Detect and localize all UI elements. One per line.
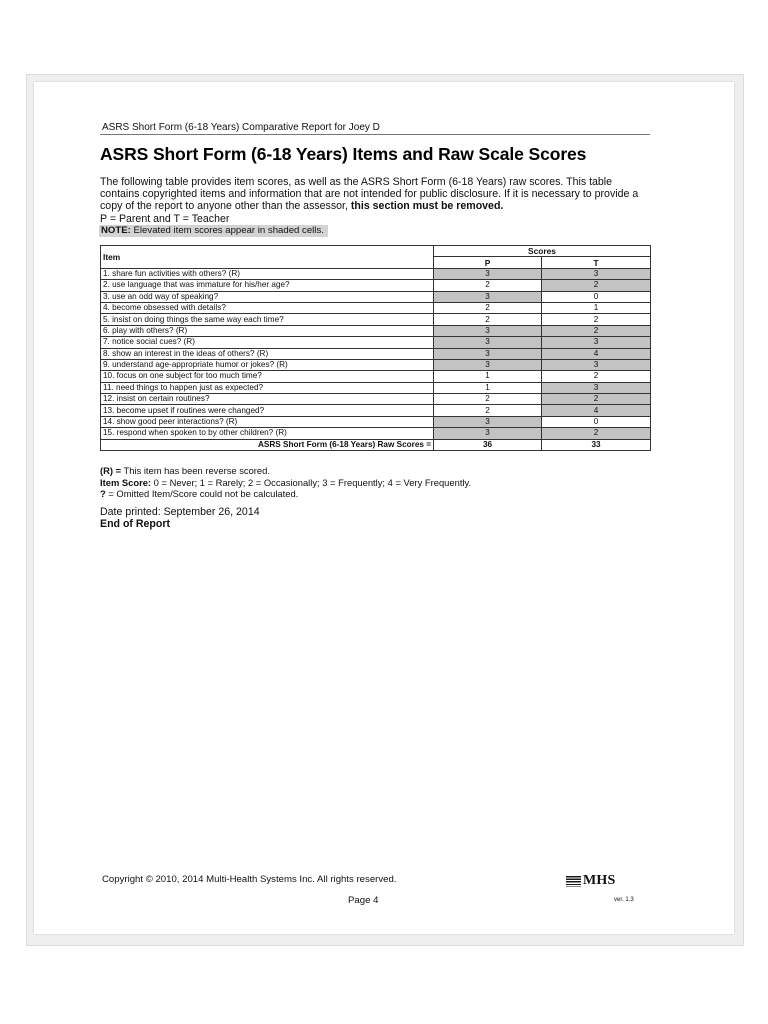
report-page [34,82,734,934]
running-header: ASRS Short Form (6-18 Years) Comparative Report for Joey D [102,122,380,133]
teacher-score: 1 [542,302,651,313]
header-rule [100,134,650,135]
parent-score: 2 [434,314,542,325]
table-row [101,371,651,382]
parent-score: 1 [434,371,542,382]
parent-score: 3 [434,348,542,359]
legend-reverse-scored [100,465,471,477]
mhs-logo [566,873,616,889]
item-label: 7. notice social cues? (R) [101,337,434,348]
legend-omit-text: = Omitted Item/Score could not be calculated. [105,488,299,500]
item-label: 5. insist on doing things the same way each time? [101,314,434,325]
item-label: 6. play with others? (R) [101,325,434,336]
item-label: 9. understand age-appropriate humor or jokes? (R) [101,359,434,370]
total-label: ASRS Short Form (6-18 Years) Raw Scores = [101,439,434,450]
teacher-score: 4 [542,405,651,416]
item-label: 8. show an interest in the ideas of others? (R) [101,348,434,359]
table-row [101,325,651,336]
legend-omit-label: ? [100,488,106,500]
parent-score: 3 [434,325,542,336]
page-title: ASRS Short Form (6-18 Years) Items and Raw Scale Scores [100,144,587,164]
rater-key: P = Parent and T = Teacher [100,213,230,225]
note-label: NOTE: [101,225,131,236]
copyright-notice: Copyright © 2010, 2014 Multi-Health Systems Inc. All rights reserved. [102,874,397,885]
teacher-score: 3 [542,268,651,279]
column-header-teacher: T [542,257,651,268]
item-label: 1. share fun activities with others? (R) [101,268,434,279]
legend-score-text: 0 = Never; 1 = Rarely; 2 = Occasionally; 3 = Frequently; 4 = Very Frequently. [151,476,472,488]
item-label: 10. focus on one subject for too much time? [101,371,434,382]
parent-score: 2 [434,394,542,405]
teacher-score: 2 [542,314,651,325]
item-label: 13. become upset if routines were changed? [101,405,434,416]
legend-score-label: Item Score: [100,476,152,488]
teacher-score: 3 [542,337,651,348]
end-of-report: End of Report [100,518,171,530]
table-row [101,405,651,416]
shading-note [99,225,328,237]
page-number: Page 4 [348,895,379,906]
item-label: 2. use language that was immature for his/her age? [101,280,434,291]
item-scores-table [100,245,651,451]
table-row [101,291,651,302]
table-row [101,359,651,370]
legend-r-label: (R) = [100,465,122,476]
date-printed: Date printed: September 26, 2014 [100,506,260,518]
teacher-score: 2 [542,325,651,336]
item-label: 15. respond when spoken to by other children? (R) [101,428,434,439]
table-body [101,268,651,450]
table-row [101,382,651,393]
item-label: 11. need things to happen just as expected? [101,382,434,393]
table-row [101,314,651,325]
table-row [101,302,651,313]
parent-score: 3 [434,291,542,302]
intro-bold-warning: this section must be removed. [350,200,504,212]
intro-text: The following table provides item scores, as well as the ASRS Short Form (6-18 Years) raw scores. This table contains copyrighted items and information that are not intended for public disclosure. If it is necessary to provide a copy of the report to anyone other than the assessor, [100,176,639,212]
item-label: 4. become obsessed with details? [101,302,434,313]
legend-item-score [100,477,471,489]
item-label: 14. show good peer interactions? (R) [101,416,434,427]
parent-score: 2 [434,302,542,313]
parent-score: 3 [434,337,542,348]
item-label: 12. insist on certain routines? [101,394,434,405]
teacher-score: 4 [542,348,651,359]
table-row [101,428,651,439]
teacher-score: 2 [542,428,651,439]
raw-score-total-row [101,439,651,450]
table-row [101,337,651,348]
table-row [101,394,651,405]
note-text: Elevated item scores appear in shaded cells. [130,225,324,236]
parent-score: 3 [434,428,542,439]
column-header-item: Item [101,246,434,269]
mhs-logo-icon [566,876,581,887]
item-label: 3. use an odd way of speaking? [101,291,434,302]
table-row [101,268,651,279]
table-row [101,280,651,291]
parent-raw-score: 36 [434,439,542,450]
teacher-score: 3 [542,359,651,370]
intro-paragraph [100,176,640,212]
legend-r-text: This item has been reverse scored. [121,465,270,476]
parent-score: 1 [434,382,542,393]
version-label: ver. 1.3 [614,897,634,903]
table-row [101,348,651,359]
table-row [101,416,651,427]
parent-score: 3 [434,268,542,279]
parent-score: 2 [434,280,542,291]
teacher-score: 0 [542,291,651,302]
teacher-score: 3 [542,382,651,393]
column-header-parent: P [434,257,542,268]
teacher-score: 0 [542,416,651,427]
score-legend [100,465,471,500]
parent-score: 3 [434,359,542,370]
parent-score: 3 [434,416,542,427]
teacher-score: 2 [542,280,651,291]
mhs-logo-text: MHS [583,873,616,888]
legend-omitted [100,488,471,500]
teacher-score: 2 [542,394,651,405]
parent-score: 2 [434,405,542,416]
teacher-score: 2 [542,371,651,382]
teacher-raw-score: 33 [542,439,651,450]
column-header-scores: Scores [434,246,651,257]
